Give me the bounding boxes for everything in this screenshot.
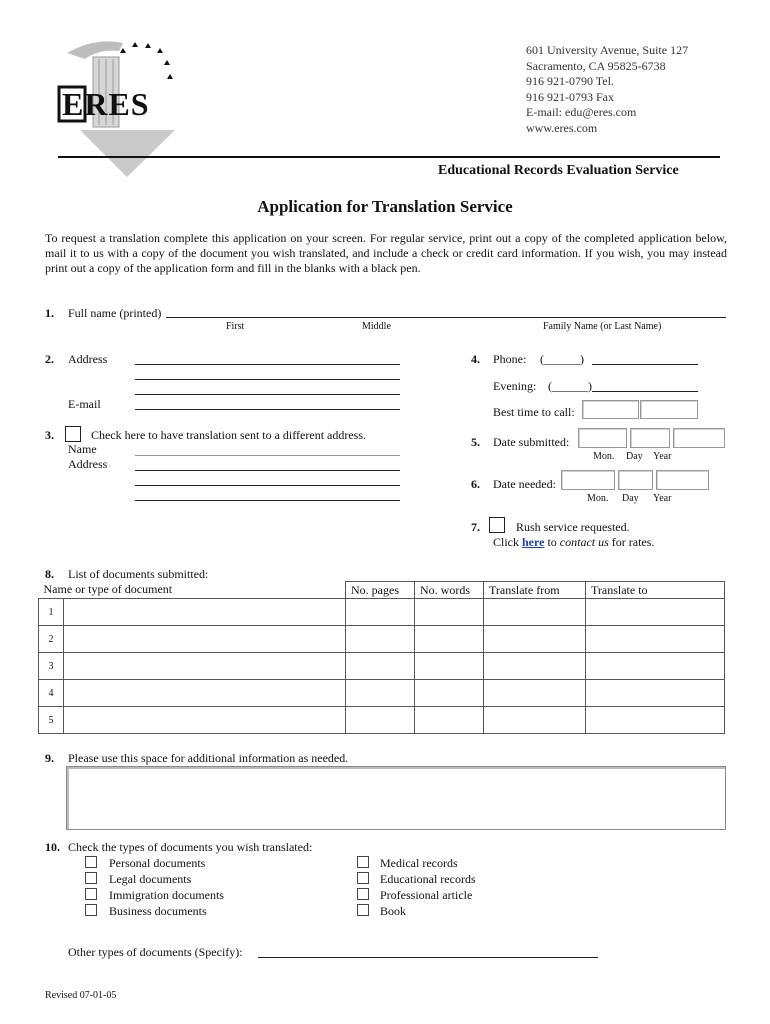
different-address-checkbox[interactable] <box>65 426 81 442</box>
rush-rates-text <box>493 535 654 550</box>
date-submitted-month[interactable] <box>578 428 627 448</box>
email-input[interactable] <box>135 409 400 410</box>
section-number: 7. <box>471 520 480 534</box>
personal-documents-checkbox[interactable] <box>85 856 97 868</box>
to-cell[interactable] <box>586 653 725 680</box>
address-block <box>526 43 688 136</box>
option-label: Personal documents <box>109 856 206 870</box>
logo-text: ERES <box>62 86 150 122</box>
from-cell[interactable] <box>484 680 586 707</box>
alt-name-input[interactable] <box>135 455 400 456</box>
professional-article-checkbox[interactable] <box>357 888 369 900</box>
alt-address-2-input[interactable] <box>135 485 400 486</box>
date-submitted-year[interactable] <box>673 428 725 448</box>
revision-date: Revised 07-01-05 <box>45 990 117 1001</box>
to-cell[interactable] <box>586 707 725 734</box>
org-name: Educational Records Evaluation Service <box>438 163 679 178</box>
alt-name-label: Name <box>68 442 97 456</box>
words-cell[interactable] <box>415 680 484 707</box>
year-caption: Year <box>653 451 672 462</box>
medical-records-checkbox[interactable] <box>357 856 369 868</box>
row-number: 4 <box>39 680 64 707</box>
date-needed-year[interactable] <box>656 470 709 490</box>
table-row <box>39 599 725 626</box>
col-header-words: No. words <box>415 582 484 599</box>
date-needed-label: Date needed: <box>493 477 556 491</box>
to-cell[interactable] <box>586 626 725 653</box>
from-cell[interactable] <box>484 707 586 734</box>
rush-service-label: Rush service requested. <box>516 520 630 534</box>
rates-text: for rates. <box>611 535 655 549</box>
date-submitted-day[interactable] <box>630 428 670 448</box>
section-number: 2. <box>45 352 54 366</box>
documents-table <box>38 581 725 734</box>
best-time-label: Best time to call: <box>493 405 575 419</box>
month-caption: Mon. <box>587 493 609 504</box>
words-cell[interactable] <box>415 653 484 680</box>
address-line: www.eres.com <box>526 120 598 135</box>
option-label: Immigration documents <box>109 888 224 902</box>
address-line: 916 921-0790 Tel. <box>526 74 614 88</box>
table-row <box>39 680 725 707</box>
option-label: Legal documents <box>109 872 192 886</box>
words-cell[interactable] <box>415 599 484 626</box>
row-number: 5 <box>39 707 64 734</box>
phone-label: Phone: <box>493 352 527 366</box>
day-caption: Day <box>622 493 639 504</box>
table-row <box>39 653 725 680</box>
additional-info-textarea[interactable] <box>66 766 726 830</box>
best-time-from-input[interactable] <box>582 400 639 419</box>
section-number: 5. <box>471 435 480 449</box>
phone-input[interactable] <box>592 364 698 365</box>
address-line: Sacramento, CA 95825-6738 <box>526 58 666 73</box>
option-label: Book <box>380 904 407 918</box>
to-cell[interactable] <box>586 680 725 707</box>
row-number: 1 <box>39 599 64 626</box>
address-line-2-input[interactable] <box>135 379 400 380</box>
section-number: 9. <box>45 751 54 765</box>
evening-label: Evening: <box>493 379 537 393</box>
alt-address-label: Address <box>68 457 108 471</box>
col-header-pages: No. pages <box>346 582 415 599</box>
section-number: 10. <box>45 840 60 854</box>
date-submitted-label: Date submitted: <box>493 435 570 449</box>
other-types-input[interactable] <box>258 957 598 958</box>
option-label: Medical records <box>380 856 458 870</box>
alt-address-3-input[interactable] <box>135 500 400 501</box>
family-name-caption: Family Name (or Last Name) <box>543 321 662 332</box>
table-row <box>39 626 725 653</box>
business-documents-checkbox[interactable] <box>85 904 97 916</box>
different-address-label: Check here to have translation sent to a different address. <box>91 428 367 442</box>
col-header-document: Name or type of document <box>39 582 346 599</box>
email-label: E-mail <box>68 397 101 411</box>
pages-cell[interactable] <box>346 599 415 626</box>
to-cell[interactable] <box>586 599 725 626</box>
address-line: E-mail: edu@eres.com <box>526 105 637 119</box>
from-cell[interactable] <box>484 599 586 626</box>
book-checkbox[interactable] <box>357 904 369 916</box>
day-caption: Day <box>626 451 643 462</box>
evening-phone-input[interactable] <box>592 391 698 392</box>
address-line-3-input[interactable] <box>135 394 400 395</box>
option-label: Professional article <box>380 888 473 902</box>
full-name-label: Full name (printed) <box>68 306 162 320</box>
table-row <box>39 707 725 734</box>
immigration-documents-checkbox[interactable] <box>85 888 97 900</box>
col-header-to: Translate to <box>586 582 725 599</box>
pages-cell[interactable] <box>346 707 415 734</box>
option-label: Business documents <box>109 904 207 918</box>
option-label: Educational records <box>380 872 476 886</box>
pages-cell[interactable] <box>346 680 415 707</box>
date-needed-month[interactable] <box>561 470 615 490</box>
middle-name-caption: Middle <box>362 321 391 332</box>
from-cell[interactable] <box>484 653 586 680</box>
table-header-row <box>39 582 725 599</box>
address-line: 916 921-0793 Fax <box>526 89 614 104</box>
best-time-to-input[interactable] <box>640 400 698 419</box>
page-title: Application for Translation Service <box>257 197 513 216</box>
contact-us-text: contact us <box>559 535 609 549</box>
row-number: 3 <box>39 653 64 680</box>
additional-info-label: Please use this space for additional information as needed. <box>68 751 349 765</box>
month-caption: Mon. <box>593 451 615 462</box>
pages-cell[interactable] <box>346 653 415 680</box>
header-rule <box>58 156 720 158</box>
col-header-from: Translate from <box>484 582 586 599</box>
to-text: to <box>547 535 557 549</box>
document-name-cell[interactable] <box>64 599 346 626</box>
section-number: 3. <box>45 428 54 442</box>
section-number: 1. <box>45 306 54 320</box>
address-line-1-input[interactable] <box>135 364 400 365</box>
rush-service-checkbox[interactable] <box>489 517 505 533</box>
address-line: 601 University Avenue, Suite 127 <box>526 43 689 57</box>
section-number: 4. <box>471 352 480 366</box>
doc-types-label: Check the types of documents you wish translated: <box>68 840 313 854</box>
document-name-cell[interactable] <box>64 653 346 680</box>
words-cell[interactable] <box>415 707 484 734</box>
section-number: 8. <box>45 567 54 581</box>
here-link[interactable]: here <box>522 535 545 549</box>
other-types-label: Other types of documents (Specify): <box>68 945 243 959</box>
educational-records-checkbox[interactable] <box>357 872 369 884</box>
document-name-cell[interactable] <box>64 707 346 734</box>
section-number: 6. <box>471 477 480 491</box>
document-name-cell[interactable] <box>64 680 346 707</box>
words-cell[interactable] <box>415 626 484 653</box>
alt-address-1-input[interactable] <box>135 470 400 471</box>
year-caption: Year <box>653 493 672 504</box>
full-name-input[interactable] <box>166 317 726 318</box>
evening-area-code[interactable]: (______) <box>548 379 592 393</box>
phone-area-code[interactable]: (______) <box>540 352 584 366</box>
row-number: 2 <box>39 626 64 653</box>
documents-list-label: List of documents submitted: <box>68 567 209 581</box>
from-cell[interactable] <box>484 626 586 653</box>
pages-cell[interactable] <box>346 626 415 653</box>
legal-documents-checkbox[interactable] <box>85 872 97 884</box>
document-name-cell[interactable] <box>64 626 346 653</box>
intro-paragraph: To request a translation complete this application on your screen. For regular service, print out a copy of the completed application below, mail it to us with a copy of the document you wish translated, and include a check or credit card information. If you wish, you may instead print out a copy of the application form and fill in the blanks with a black pen. <box>45 231 727 275</box>
first-name-caption: First <box>226 321 245 332</box>
address-label: Address <box>68 352 108 366</box>
click-text: Click <box>493 535 519 549</box>
date-needed-day[interactable] <box>618 470 653 490</box>
